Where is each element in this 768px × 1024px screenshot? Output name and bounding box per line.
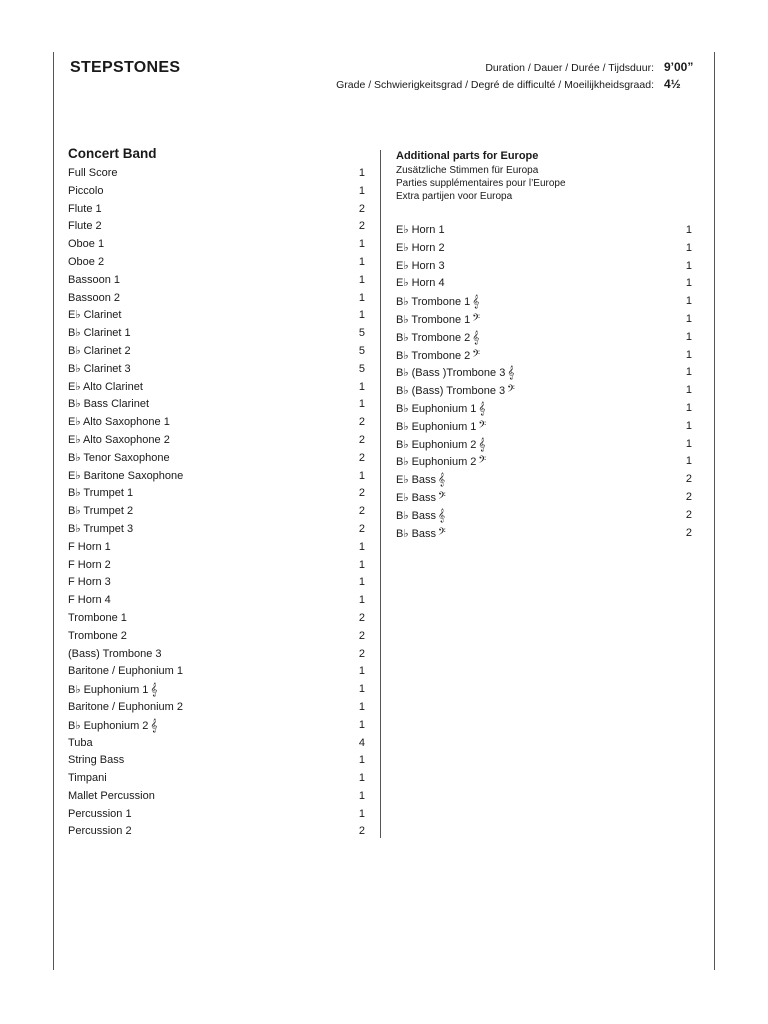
concert-band-part-row (68, 699, 365, 717)
part-quantity: 1 (358, 665, 365, 678)
part-name: Baritone / Euphonium 2 (68, 700, 183, 713)
part-name: B♭ Euphonium 2 𝄢 (396, 454, 487, 469)
part-quantity: 2 (685, 490, 692, 503)
part-quantity: 5 (358, 362, 365, 375)
concert-band-part-row (68, 307, 365, 325)
part-name: B♭ Clarinet 3 (68, 362, 131, 375)
part-name: Baritone / Euphonium 1 (68, 665, 183, 678)
part-quantity: 1 (685, 401, 692, 414)
treble-clef-icon: 𝄞 (472, 294, 480, 309)
concert-band-part-row (68, 610, 365, 628)
part-quantity: 1 (358, 558, 365, 571)
part-name: B♭ (Bass) Trombone 3 𝄢 (396, 383, 515, 398)
part-name: B♭ Tenor Saxophone (68, 451, 170, 464)
concert-band-part-row (68, 574, 365, 592)
part-name: B♭ Trumpet 1 (68, 487, 134, 500)
part-quantity: 2 (358, 611, 365, 624)
duration-value: 9’00” (664, 60, 694, 74)
concert-band-part-row (68, 521, 365, 539)
concert-band-part-row (68, 646, 365, 664)
concert-band-part-list (68, 165, 365, 841)
part-quantity: 1 (358, 273, 365, 286)
part-name: F Horn 2 (68, 558, 111, 571)
part-quantity: 1 (358, 184, 365, 197)
part-name: E♭ Horn 2 (396, 241, 445, 254)
europe-subheading-french: Parties supplémentaires pour l’Europe (396, 178, 566, 189)
part-quantity: 2 (358, 647, 365, 660)
part-name: Percussion 1 (68, 807, 132, 820)
europe-part-row (396, 453, 692, 471)
part-name: E♭ Alto Saxophone 2 (68, 433, 170, 446)
europe-part-row (396, 507, 692, 525)
part-quantity: 2 (358, 220, 365, 233)
part-name: B♭ Clarinet 2 (68, 344, 131, 357)
part-name: B♭ Euphonium 2 𝄞 (396, 436, 486, 451)
part-name: B♭ Euphonium 1 𝄞 (68, 682, 158, 697)
part-quantity: 1 (358, 789, 365, 802)
part-name: Oboe 1 (68, 238, 105, 251)
part-name: Flute 1 (68, 202, 102, 215)
part-name: E♭ Alto Saxophone 1 (68, 416, 170, 429)
europe-part-row (396, 471, 692, 489)
part-quantity: 1 (358, 309, 365, 322)
part-name: F Horn 1 (68, 540, 111, 553)
part-name: B♭ Euphonium 1 𝄢 (396, 418, 487, 433)
part-quantity: 1 (358, 754, 365, 767)
europe-part-row (396, 258, 692, 276)
europe-part-row (396, 364, 692, 382)
concert-band-part-row (68, 717, 365, 735)
bass-clef-icon: 𝄢 (438, 525, 446, 540)
concert-band-part-row (68, 752, 365, 770)
part-name: B♭ Clarinet 1 (68, 327, 131, 340)
treble-clef-icon: 𝄞 (472, 329, 480, 344)
europe-part-row (396, 311, 692, 329)
concert-band-part-row (68, 628, 365, 646)
concert-band-part-row (68, 485, 365, 503)
concert-band-part-row (68, 218, 365, 236)
part-name: Trombone 1 (68, 611, 127, 624)
duration-label: Duration / Dauer / Durée / Tijdsduur: (485, 62, 654, 74)
concert-band-part-row (68, 272, 365, 290)
part-quantity: 1 (685, 312, 692, 325)
part-quantity: 1 (358, 469, 365, 482)
europe-part-row (396, 329, 692, 347)
part-name: Trombone 2 (68, 629, 127, 642)
europe-part-row (396, 418, 692, 436)
right-margin-line (714, 52, 715, 970)
part-quantity: 5 (358, 344, 365, 357)
part-quantity: 1 (685, 330, 692, 343)
part-name: F Horn 4 (68, 594, 111, 607)
part-quantity: 1 (358, 238, 365, 251)
part-name: B♭ Bass 𝄞 (396, 507, 446, 522)
part-name: E♭ Bass 𝄢 (396, 489, 446, 504)
europe-parts-heading: Additional parts for Europe (396, 150, 539, 162)
treble-clef-icon: 𝄞 (150, 682, 158, 697)
concert-band-part-row (68, 663, 365, 681)
europe-part-row (396, 240, 692, 258)
concert-band-part-row (68, 503, 365, 521)
duration-row (485, 60, 696, 74)
treble-clef-icon: 𝄞 (507, 365, 515, 380)
part-quantity: 1 (685, 455, 692, 468)
part-quantity: 1 (358, 291, 365, 304)
part-name: Timpani (68, 772, 107, 785)
part-name: B♭ Trumpet 3 (68, 522, 134, 535)
part-name: B♭ Euphonium 2 𝄞 (68, 717, 158, 732)
europe-part-row (396, 222, 692, 240)
bass-clef-icon: 𝄢 (478, 454, 487, 469)
part-name: B♭ Trombone 2 𝄢 (396, 347, 481, 362)
left-margin-line (53, 52, 54, 970)
part-name: E♭ Horn 4 (396, 277, 445, 290)
part-name: B♭ (Bass )Trombone 3 𝄞 (396, 365, 515, 380)
part-name: Percussion 2 (68, 825, 132, 838)
europe-part-row (396, 347, 692, 365)
part-quantity: 1 (358, 380, 365, 393)
part-quantity: 1 (358, 683, 365, 696)
treble-clef-icon: 𝄞 (478, 436, 486, 451)
part-quantity: 5 (358, 327, 365, 340)
part-name: E♭ Horn 3 (396, 259, 445, 272)
bass-clef-icon: 𝄢 (438, 489, 446, 504)
part-quantity: 1 (685, 224, 692, 236)
concert-band-part-row (68, 806, 365, 824)
part-quantity: 2 (358, 202, 365, 215)
europe-part-row (396, 275, 692, 293)
concert-band-part-row (68, 379, 365, 397)
concert-band-part-row (68, 183, 365, 201)
europe-subheading-dutch: Extra partijen voor Europa (396, 191, 513, 202)
part-name: Bassoon 1 (68, 273, 120, 286)
concert-band-heading: Concert Band (68, 146, 157, 161)
part-quantity: 2 (358, 416, 365, 429)
concert-band-part-row (68, 592, 365, 610)
part-name: B♭ Bass Clarinet (68, 398, 149, 411)
treble-clef-icon: 𝄞 (438, 472, 446, 487)
part-name: E♭ Alto Clarinet (68, 380, 143, 393)
bass-clef-icon: 𝄢 (472, 311, 481, 326)
part-quantity: 2 (685, 473, 692, 486)
part-name: Tuba (68, 736, 93, 749)
concert-band-part-row (68, 432, 365, 450)
europe-part-row (396, 400, 692, 418)
europe-part-row (396, 382, 692, 400)
europe-part-row (396, 489, 692, 507)
concert-band-part-row (68, 325, 365, 343)
europe-part-row (396, 436, 692, 454)
part-quantity: 1 (685, 366, 692, 379)
part-quantity: 1 (358, 700, 365, 713)
part-quantity: 2 (358, 487, 365, 500)
part-quantity: 2 (358, 451, 365, 464)
part-name: B♭ Trombone 1 𝄞 (396, 294, 480, 309)
part-quantity: 4 (358, 736, 365, 749)
page-title: STEPSTONES (70, 59, 181, 76)
europe-part-row (396, 293, 692, 311)
bass-clef-icon: 𝄢 (507, 383, 515, 398)
grade-value: 4½ (664, 77, 681, 91)
part-quantity: 1 (358, 576, 365, 589)
part-quantity: 1 (358, 540, 365, 553)
part-quantity: 1 (685, 259, 692, 272)
part-quantity: 2 (685, 526, 692, 539)
treble-clef-icon: 𝄞 (478, 400, 486, 415)
part-quantity: 1 (685, 241, 692, 254)
bass-clef-icon: 𝄢 (472, 347, 481, 362)
part-quantity: 1 (685, 419, 692, 432)
concert-band-part-row (68, 201, 365, 219)
treble-clef-icon: 𝄞 (150, 717, 158, 732)
part-name: B♭ Bass 𝄢 (396, 525, 446, 540)
concert-band-part-row (68, 396, 365, 414)
part-quantity: 1 (685, 384, 692, 397)
part-name: Flute 2 (68, 220, 102, 233)
part-name: E♭ Clarinet (68, 309, 122, 322)
concert-band-part-row (68, 254, 365, 272)
part-name: String Bass (68, 754, 125, 767)
part-name: B♭ Trombone 1 𝄢 (396, 311, 481, 326)
part-quantity: 1 (358, 167, 365, 179)
concert-band-part-row (68, 770, 365, 788)
concert-band-part-row (68, 539, 365, 557)
part-quantity: 2 (358, 522, 365, 535)
part-quantity: 1 (358, 255, 365, 268)
concert-band-part-row (68, 290, 365, 308)
part-quantity: 2 (358, 433, 365, 446)
part-name: Full Score (68, 167, 118, 179)
part-name: Oboe 2 (68, 255, 105, 268)
concert-band-part-row (68, 823, 365, 841)
part-name: Bassoon 2 (68, 291, 120, 304)
part-name: F Horn 3 (68, 576, 111, 589)
concert-band-part-row (68, 557, 365, 575)
part-name: (Bass) Trombone 3 (68, 647, 162, 660)
grade-row (336, 77, 696, 91)
part-name: E♭ Bass 𝄞 (396, 472, 446, 487)
grade-label: Grade / Schwierigkeitsgrad / Degré de difficulté / Moeilijkheidsgraad: (336, 79, 654, 91)
treble-clef-icon: 𝄞 (438, 507, 446, 522)
europe-part-list (396, 222, 692, 542)
concert-band-part-row (68, 165, 365, 183)
part-quantity: 1 (358, 772, 365, 785)
concert-band-part-row (68, 468, 365, 486)
part-name: E♭ Horn 1 (396, 224, 445, 236)
part-quantity: 2 (358, 825, 365, 838)
part-quantity: 1 (358, 807, 365, 820)
concert-band-part-row (68, 450, 365, 468)
concert-band-part-row (68, 343, 365, 361)
bass-clef-icon: 𝄢 (478, 418, 487, 433)
part-quantity: 1 (358, 594, 365, 607)
part-name: B♭ Euphonium 1 𝄞 (396, 400, 486, 415)
part-name: E♭ Baritone Saxophone (68, 469, 184, 482)
concert-band-part-row (68, 681, 365, 699)
part-quantity: 1 (358, 718, 365, 731)
concert-band-part-row (68, 236, 365, 254)
part-quantity: 2 (358, 505, 365, 518)
part-quantity: 2 (358, 629, 365, 642)
part-quantity: 1 (685, 295, 692, 308)
part-quantity: 1 (685, 437, 692, 450)
part-name: Mallet Percussion (68, 789, 155, 802)
concert-band-part-row (68, 735, 365, 753)
europe-subheading-german: Zusätzliche Stimmen für Europa (396, 165, 539, 176)
part-quantity: 1 (358, 398, 365, 411)
part-quantity: 2 (685, 508, 692, 521)
part-quantity: 1 (685, 277, 692, 290)
europe-part-row (396, 525, 692, 543)
part-quantity: 1 (685, 348, 692, 361)
concert-band-part-row (68, 788, 365, 806)
part-name: B♭ Trombone 2 𝄞 (396, 329, 480, 344)
concert-band-part-row (68, 414, 365, 432)
part-name: Piccolo (68, 184, 104, 197)
concert-band-part-row (68, 361, 365, 379)
part-name: B♭ Trumpet 2 (68, 505, 134, 518)
column-divider-line (380, 150, 381, 838)
